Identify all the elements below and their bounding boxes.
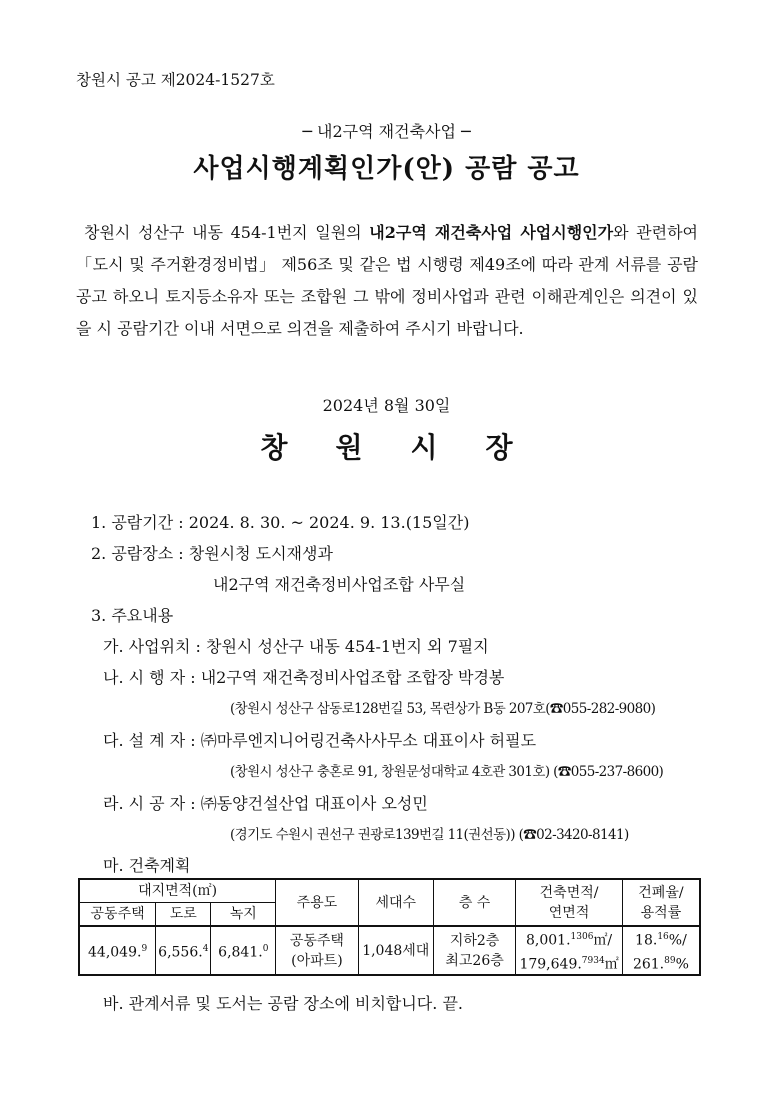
item-implementer: 나. 시 행 자 : 내2구역 재건축정비사업조합 조합장 박경봉 [103,668,505,687]
item-constructor: 라. 시 공 자 : ㈜동양건설산업 대표이사 오성민 [103,794,428,813]
green-area-cell: 6,841.$^0$ [211,926,276,975]
body-text-1: 창원시 성산구 내동 454-1번지 일원의 [84,223,370,242]
notice-date: 2024년 8월 30일 [322,396,451,415]
body-text-2: 와 관련하여 「도시 및 주거환경정비법」 제56조 및 같은 법 시행령 제49조에 따라 관계 서류를 공람 공고 하오니 토지등소유자 또는 조합원 그 밖에 정비사업과 관련 이해관계인은 의견이 있을 시 공람기간 이내 서면으로 의견을 제출하여 주시기 바랍니다. [76,223,698,338]
item-designer: 다. 설 계 자 : ㈜마루엔지니어링건축사사무소 대표이사 허필도 [103,731,537,750]
building-area-cell: 8,001.$^{1306}$㎡/ 179,649.$^{7934}$㎡ [516,926,623,975]
body-paragraph [76,217,698,345]
green-header: 녹지 [211,903,276,927]
floors-cell: 지하2층 최고26층 [433,926,515,975]
item-project-location: 가. 사업위치 : 창원시 성산구 내동 454-1번지 외 7필지 [103,637,489,656]
item-documents-note: 바. 관계서류 및 도서는 공람 장소에 비치합니다. 끝. [103,994,463,1013]
body-text-bold: 내2구역 재건축사업 사업시행인가 [369,223,614,242]
subtitle: ─ 내2구역 재건축사업 ─ [302,122,471,141]
housing-area-cell: 44,049.$^9$ [79,926,156,975]
households-cell: 1,048세대 [358,926,433,975]
road-area-cell: 6,556.$^4$ [156,926,211,975]
item-inspection-place-cont: 내2구역 재건축정비사업조합 사무실 [213,575,466,594]
land-area-header: 대지면적(㎡) [79,879,276,903]
page-title: 사업시행계획인가(안) 공람 공고 [193,154,580,184]
notice-number: 창원시 공고 제2024-1527호 [76,71,275,89]
road-header: 도로 [156,903,211,927]
item-building-plan: 마. 건축계획 [103,856,191,875]
constructor-address: (경기도 수원시 권선구 권광로139번길 11(권선동)) (☎02-3420-8141) [230,827,629,843]
floors-header: 층 수 [433,879,515,926]
item-inspection-place: 2. 공람장소 : 창원시청 도시재생과 [91,544,333,563]
ratio-cell: 18.16%/ 261.89% [622,926,700,975]
use-cell: 공동주택 (아파트) [276,926,358,975]
item-inspection-period: 1. 공람기간 : 2024. 8. 30. ~ 2024. 9. 13.(15일간) [91,513,470,532]
item-main-content: 3. 주요내용 [91,606,174,625]
ratio-header: 건폐율/ 용적률 [622,879,700,926]
signer-name: 창원시장 [260,431,561,464]
housing-header: 공동주택 [79,903,156,927]
building-plan-table [78,878,701,976]
households-header: 세대수 [358,879,433,926]
building-area-header: 건축면적/ 연면적 [516,879,623,926]
use-header: 주용도 [276,879,358,926]
implementer-address: (창원시 성산구 삼동로128번길 53, 목련상가 B동 207호(☎055-282-9080) [230,701,656,717]
designer-address: (창원시 성산구 충혼로 91, 창원문성대학교 4호관 301호) (☎055-237-8600) [230,764,664,780]
